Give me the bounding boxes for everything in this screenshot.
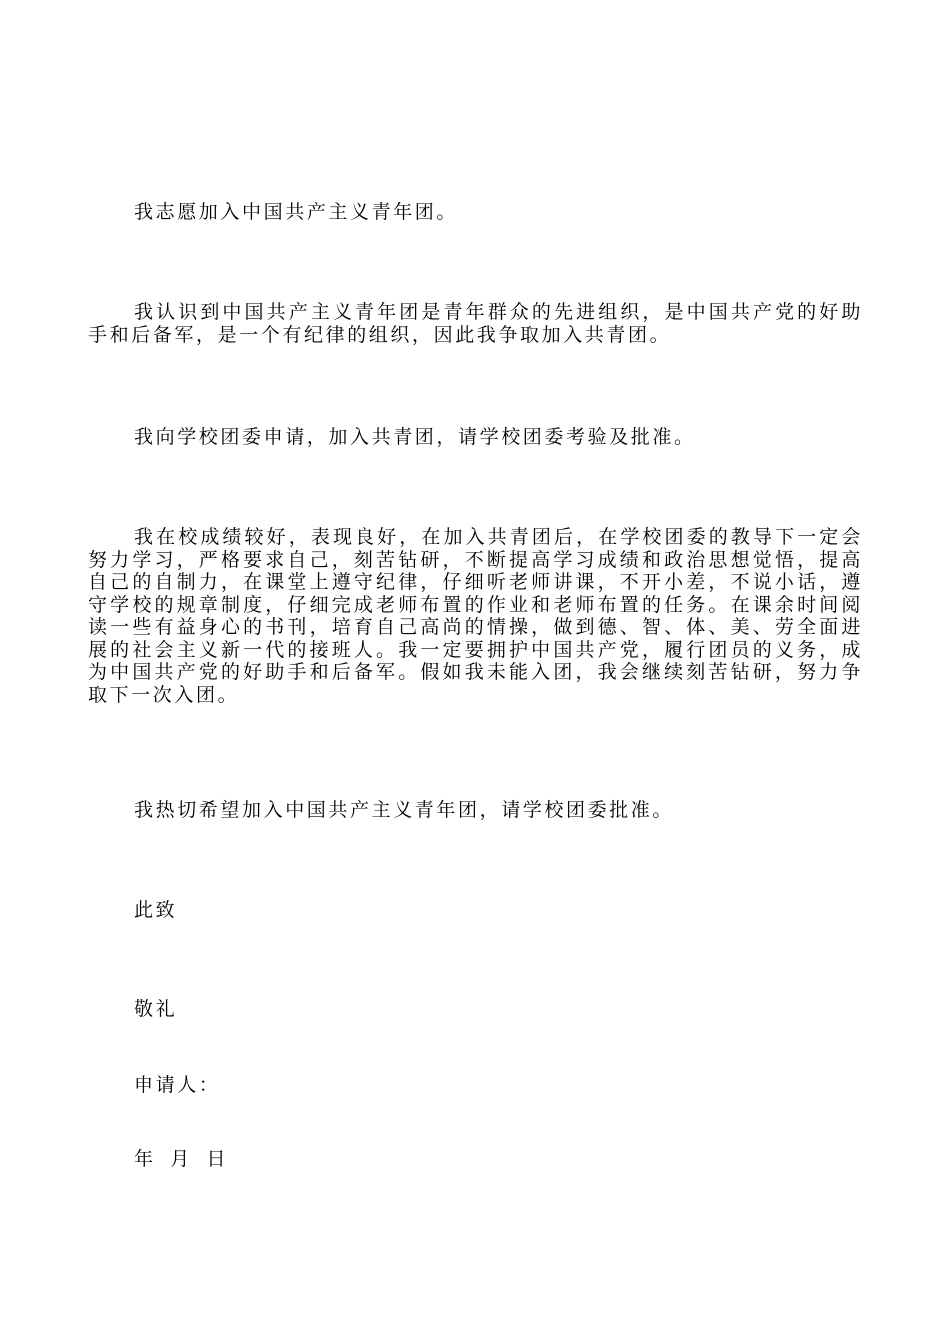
- date-line: 年 月 日: [134, 1148, 229, 1170]
- paragraph-commitment: 我在校成绩较好，表现良好，在加入共青团后，在学校团委的教导下一定会努力学习，严格要求自己，刻苦钻研，不断提高学习成绩和政治思想觉悟，提高自己的自制力，在课堂上遵守纪律，仔细听老师讲课，不开小差，不说小话，遵守学校的规章制度，仔细完成老师布置的作业和老师布置的任务。在课余时间阅读一些有益身心的书刊，培育自己高尚的情操，做到德、智、体、美、劳全面进展的社会主义新一代的接班人。我一定要拥护中国共产党，履行团员的义务，成为中国共产党的好助手和后备军。假如我未能入团，我会继续刻苦钻研，努力争取下一次入团。: [88, 526, 863, 706]
- applicant-label: 申请人：: [134, 1074, 221, 1096]
- paragraph-intent: 我志愿加入中国共产主义青年团。: [134, 201, 459, 223]
- closing-text: 此致: [134, 899, 178, 921]
- salutation-text: 敬礼: [134, 998, 178, 1020]
- paragraph-hope: 我热切希望加入中国共产主义青年团，请学校团委批准。: [134, 799, 675, 821]
- paragraph-request: 我向学校团委申请，加入共青团，请学校团委考验及批准。: [134, 426, 696, 448]
- paragraph-understanding: 我认识到中国共产主义青年团是青年群众的先进组织，是中国共产党的好助手和后备军，是一个有纪律的组织，因此我争取加入共青团。: [88, 301, 863, 346]
